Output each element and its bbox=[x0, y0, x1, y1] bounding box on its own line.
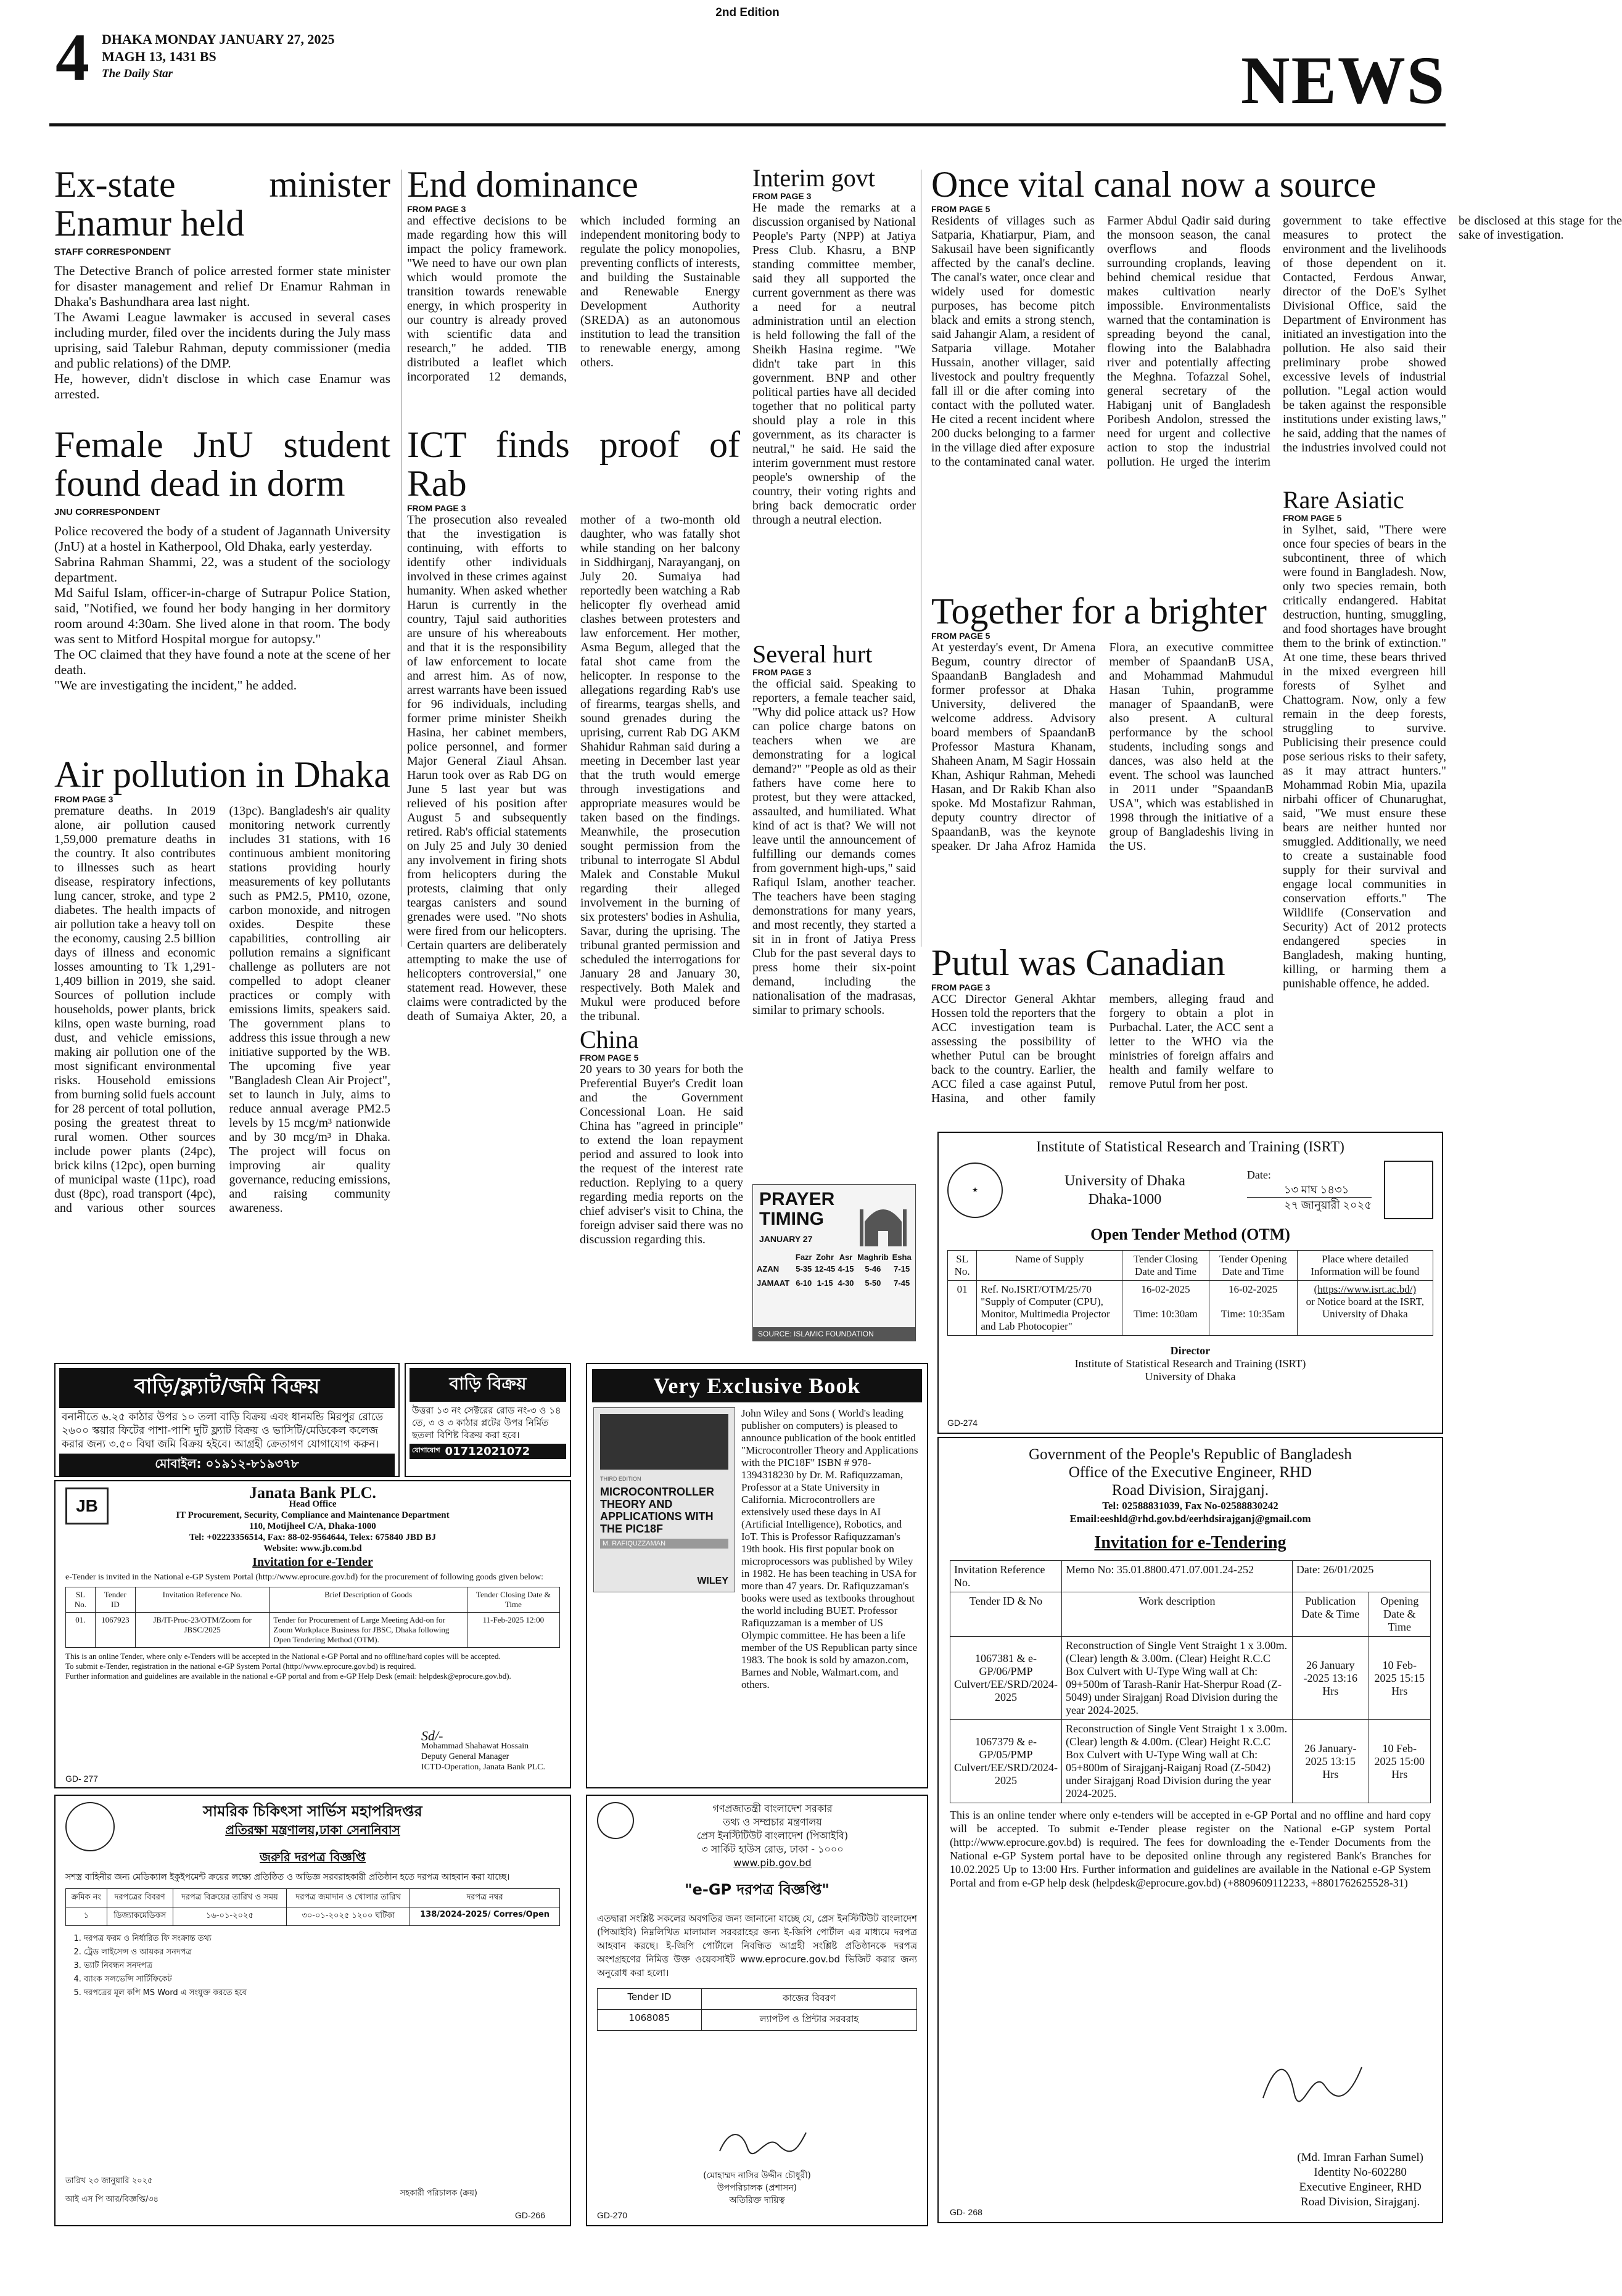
table-row bbox=[948, 1281, 1433, 1336]
isrt-table bbox=[947, 1250, 1433, 1336]
pib-ministry: তথ্য ও সম্প্রচার মন্ত্রণালয় bbox=[723, 1816, 822, 1828]
prayer-time: 7-45 bbox=[894, 1278, 910, 1288]
table-header: Name of Supply bbox=[977, 1251, 1122, 1281]
army-title: সামরিক চিকিৎসা সার্ভিস মহাপরিদপ্তর bbox=[203, 1803, 422, 1820]
book-cover-author: M. RAFIQUZZAMAN bbox=[600, 1539, 728, 1549]
article-brighter bbox=[931, 592, 1274, 854]
book-cover-title: MICROCONTROLLER THEORY AND APPLICATIONS WITH THE PIC18F bbox=[600, 1486, 714, 1535]
prayer-header: Fazr bbox=[795, 1253, 812, 1262]
article-text: At yesterday's event, Dr Amena Begum, country director of SpaandanB Bangladesh and former professor at Dhaka University, delivered the welcome address. Advisory board members of SpaandanB Professor Mastura Khanam, Shaheen Anam, M Sagir Hossain Khan, Ashiqur Rahman, Mehedi Hasan, and Dr Rakib Khan also spoke. Md Mostafizur Rahman, deputy country director of SpaandanB, was the keynote speaker. Dr Jaha Afroz Hamida Flora, an executive committee member of SpaandanB USA, and Mohammad Mahmudul Hasan Tuhin, programme manager of SpaandanB, were also present. A cultural performance by the school students, including songs and dances, was also held at the event. The school was launched in 2011 under "SpaandanB USA", which was established in 1998 through the initiative of a group of Bangladeshis living in the US. bbox=[931, 641, 1274, 853]
isrt-date-bn: ১৩ মাঘ ১৪৩১ bbox=[1247, 1182, 1372, 1198]
janata-signer-dept: ICTD-Operation, Janata Bank PLC. bbox=[421, 1763, 545, 1772]
pib-signer-title: উপপরিচালক (প্রশাসন) bbox=[717, 2183, 797, 2193]
janata-logo: JB bbox=[65, 1487, 109, 1524]
article-text: and effective decisions to be made regarding how this will impact the policy framework. "We need to have our own plan which would promote the transition towards renewable energy, in which prosperity in our country is already proved with scientific data and research," he added. TIB distributed a leaflet which incorporated 12 demands, which included forming an independent monitoring body to regulate the policy monopolies, preventing conflicts of interests, and building the Sustainable and Renewable Energy Development Authority (SREDA) as an autonomous institution to lead the transition to renewable energy, among others. bbox=[407, 214, 740, 384]
opening-date: 16-02-2025 bbox=[1229, 1283, 1278, 1295]
cell: Invitation Reference No. bbox=[950, 1561, 1062, 1592]
table-row bbox=[66, 1907, 560, 1926]
pib-text: এতদ্বারা সংশ্লিষ্ট সকলের অবগতির জন্য জানানো যাচ্ছে যে, প্রেস ইনস্টিটিউট বাংলাদেশ (পিআইবি) নিম্নলিখিত মালামাল সরবরাহের জন্য ই-জিপি পোর্টাল এর মাধ্যমে দরপত্র আহবান করছে। ই-জিপি পোর্টালে নিবন্ধিত আগ্রহী সংশ্লিষ্ট প্রতিষ্ঠানকে দরপত্র অংশগ্রহণের নিমিত্ত উক্ত ওয়েবসাইট www.eprocure.gov.bd ভিজিট করার জন্য অনুরোধ করা হলো। bbox=[597, 1913, 917, 1978]
article-interim bbox=[752, 165, 916, 527]
pib-address: ৩ সার্কিট হাউস রোড, ঢাকা - ১০০০ bbox=[701, 1843, 844, 1855]
rhd-division: Road Division, Sirajganj. bbox=[1111, 1482, 1269, 1499]
jump-line: FROM PAGE 5 bbox=[580, 1053, 639, 1063]
article-paragraph: The Awami League lawmaker is accused in several cases including murder, filed over the incidents during the July mass uprising, said Talebur Rahman, deputy commissioner (media and public relations) of the DMP. bbox=[54, 310, 390, 371]
ad-janata-bank bbox=[54, 1480, 571, 1788]
cell bbox=[1122, 1281, 1209, 1336]
pib-signer-extra: অতিরিক্ত দায়িত্ব bbox=[729, 2195, 785, 2205]
table-header: Tender ID bbox=[598, 1989, 702, 2010]
prayer-time: 7-15 bbox=[894, 1264, 910, 1273]
cell bbox=[1209, 1281, 1297, 1336]
prayer-header-row bbox=[757, 1253, 913, 1262]
prayer-row-label: JAMAAT bbox=[757, 1278, 790, 1288]
government-seal-icon bbox=[597, 1802, 634, 1839]
article-ict bbox=[407, 426, 740, 1024]
headline-brighter: Together for a brighter bbox=[931, 591, 1267, 632]
bari2-phone-label: যোগাযোগ bbox=[412, 1446, 440, 1454]
prayer-source: SOURCE: ISLAMIC FOUNDATION bbox=[753, 1327, 915, 1341]
headline-jnu: Female JnU student found dead in dorm bbox=[54, 424, 390, 504]
rhd-note: This is an online tender where only e-tenders will be accepted in e-GP Portal and no offline and hard copy will be accepted. To submit e-Tender please register on the National e-GP system Portal (http://www.eprocure.gov.bd) is required. The fees for downloading the e-Tender Documents from the National e-GP System portal have to be deposited online through any registered Bank's Branches for 10.02.2025 Up to 13:00 Hrs. Further information and guidelines are available in the National e-GP System Portal and from e-GP help desk (helpdesk@eprocure.gov.bd) (+8809609112233, +8801762625528-31) bbox=[950, 1809, 1431, 1889]
army-isp: আই এস পি আর/বিজ্ঞপ্তি/৩৪ bbox=[65, 2195, 159, 2204]
prayer-table bbox=[757, 1253, 913, 1290]
isrt-city: Dhaka-1000 bbox=[1088, 1191, 1162, 1208]
paper-logo: The Daily Star bbox=[102, 67, 173, 80]
janata-signer-title: Deputy General Manager bbox=[421, 1752, 509, 1761]
table-header: দরপত্র বিক্রয়ের তারিখ ও সময় bbox=[173, 1889, 287, 1907]
article-air bbox=[54, 755, 390, 1216]
cell: 1067923 bbox=[95, 1613, 135, 1648]
article-text: Residents of villages such as Satparia, Khatiarpur, Piam, and Sakusail have been significantly affected by the canal's decline. The canal's water, once clear and widely used for domestic purposes, has become pitch black and emits a strong stench, said Jahangir Alam, a resident of Satparia village. Motaher Hussain, another villager, said livestock and poultry frequently fall ill or die after coming into contact with the polluted water. He cited a recent incident where 200 ducks belonging to a farmer in the village died after exposure to the contaminated canal water. Farmer Abdul Qadir said during the monsoon season, the canal overflows and floods surrounding croplands, leaving behind chemical residue that makes cultivation nearly impossible. Environmentalists warned that the contamination is spreading beyond the canal, flowing into the Balabhadra river and potentially affecting the Meghna. Tofazzal Sohel, general secretary of the Habiganj unit of Bangladesh Poribesh Andolon, stressed the need for urgent and collective action to stop the industrial pollution. He urged the interim government to take effective measures to protect the environment and the livelihoods of those dependent on it. Contacted, Ferdous Anwar, director of the DoE's Sylhet Divisional Office, said the Department of Environment has initiated an investigation into the pollution. He also said their preliminary probe showed excessive levels of industrial pollution. "Legal action would be taken against the responsible institutions under existing laws," he said, adding that the names of the industries involved could not be disclosed at this stage for the sake of investigation. bbox=[931, 214, 1622, 469]
pib-web[interactable]: www.pib.gov.bd bbox=[733, 1857, 812, 1869]
ad-isrt bbox=[937, 1132, 1443, 1434]
list-item: 5. দরপত্রের মূল কপি MS Word এ সংযুক্ত করতে হবে bbox=[84, 1986, 560, 2000]
cell: 10 Feb-2025 15:00 Hrs bbox=[1369, 1720, 1430, 1803]
table-row bbox=[598, 2010, 917, 2031]
university-seal-icon: ★ bbox=[947, 1162, 1003, 1218]
jump-line: FROM PAGE 3 bbox=[931, 982, 990, 992]
headline-china: China bbox=[580, 1026, 639, 1053]
pib-title: "e-GP দরপত্র বিজ্ঞপ্তি" bbox=[685, 1881, 830, 1898]
table-header: Tender Closing Date & Time bbox=[467, 1587, 559, 1613]
pib-signer: (মোহাম্মদ নাসির উদ্দীন চৌধুরী) bbox=[703, 2171, 811, 2181]
article-paragraph: Sabrina Rahman Shammi, 22, was a student of the sociology department. bbox=[54, 554, 390, 585]
army-notice: জরুরি দরপত্র বিজ্ঞপ্তি bbox=[260, 1850, 366, 1864]
janata-tel: Tel: +02223356514, Fax: 88-02-9564644, Telex: 675840 JBD BJ bbox=[189, 1533, 437, 1542]
ad-pib bbox=[586, 1795, 928, 2226]
prayer-date: JANUARY 27 bbox=[759, 1234, 813, 1244]
pib-gov: গণপ্রজাতন্ত্রী বাংলাদেশ সরকার bbox=[712, 1803, 833, 1814]
headline-ict: ICT finds proof of Rab bbox=[407, 424, 740, 504]
janata-address: 110, Motijheel C/A, Dhaka-1000 bbox=[249, 1521, 376, 1531]
army-subtitle: প্রতিরক্ষা মন্ত্রণালয়,ঢাকা সেনানিবাস bbox=[225, 1822, 400, 1837]
prayer-header: Esha bbox=[892, 1253, 912, 1262]
table-header: SL No. bbox=[66, 1587, 96, 1613]
isrt-logo-icon bbox=[1384, 1161, 1433, 1219]
cell: 1068085 bbox=[598, 2010, 702, 2031]
ad-code: GD-266 bbox=[514, 2210, 545, 2220]
cell: JB/IT-Proc-23/OTM/Zoom for JBSC/2025 bbox=[135, 1613, 270, 1648]
prayer-title-1: PRAYER bbox=[759, 1189, 835, 1209]
prayer-header: Asr bbox=[839, 1253, 853, 1262]
cell: 138/2024-2025/ Corres/Open bbox=[410, 1907, 560, 1926]
list-item: 1. দরপত্র ফরম ও নির্ধারিত ফি সংক্রান্ত তথ্য bbox=[84, 1932, 560, 1946]
byline: STAFF CORRESPONDENT bbox=[54, 247, 171, 257]
cell: 01 bbox=[948, 1281, 977, 1336]
bari1-text: বনানীতে ৬.২৫ কাঠার উপর ১০ তলা বাড়ি বিক্রয় এবং ধানমন্ডি মিরপুর রোডে ২৬০০ স্কয়ার ফিটের পাশা-পাশি দুটি ফ্ল্যাট বিক্রয় ও ভাসিটি/মেডিকেল কলেজ করার জন্য ৩.৫০ বিঘা জমি বিক্রয় হইবে। আগ্রহী ক্রেতাগণ যোগাযোগ করুন। bbox=[62, 1411, 384, 1450]
headline-enamur: Ex-state minister Enamur held bbox=[54, 164, 390, 244]
date-line-1: DHAKA MONDAY JANUARY 27, 2025 bbox=[102, 31, 335, 47]
cell: ১৬-০১-২০২৫ bbox=[173, 1907, 287, 1926]
book-text: John Wiley and Sons ( World's leading publisher on computers) is pleased to announce publication of the book entitled "Microcontroller Theory and Applications with the PIC18F" ISBN # 978-1394318230 by Dr. M. Rafiquzzaman, Professor at a State University in California. Microcontrollers are extensively used these days in AI (Artificial Intelligence), Robotics, and IoT. This is Professor Rafiquzzaman's 19th book. His first popular book on microprocessors was published by Wiley in 1982. He has been teaching in USA for more than 47 years. Dr. Rafiquzzaman's books were used as textbooks throughout the world including BUET. Professor Rafiquzzaman is a member of US Olympic committee. He has been a life member of the US Republican party since 1983. The book is sold by amazon.com, Barnes and Noble, Walmart.com, and others. bbox=[741, 1407, 918, 1690]
cell: Reconstruction of Single Vent Straight 1 x 3.00m. (Clear) length & 4.00m. (Clear) Height R.C.C Box Culvert with U-Type Wing wall at Ch: 05+800m of Sirajganj-Raiganj Road (Z-5042) under Sirajganj Road Division during the year 2024-2025. bbox=[1062, 1720, 1293, 1803]
headline-putul: Putul was Canadian bbox=[931, 942, 1225, 983]
rhd-signer-title: Executive Engineer, RHD bbox=[1299, 2181, 1422, 2194]
ad-bari-2 bbox=[405, 1363, 571, 1477]
prayer-timing-box bbox=[752, 1184, 916, 1341]
isrt-signer-title: Director bbox=[1170, 1344, 1211, 1357]
opening-time: Time: 10:35am bbox=[1221, 1308, 1285, 1320]
ad-code: GD- 268 bbox=[950, 2207, 982, 2217]
article-china bbox=[580, 1027, 743, 1247]
table-header: Tender ID bbox=[95, 1587, 135, 1613]
table-header: দরপত্র নম্বর bbox=[410, 1889, 560, 1907]
rhd-signer-id: Identity No-602280 bbox=[1314, 2166, 1407, 2179]
jump-line: FROM PAGE 5 bbox=[931, 204, 990, 214]
prayer-time: 6-10 bbox=[796, 1278, 812, 1288]
signature-image bbox=[717, 2126, 809, 2157]
headline-end: End dominance bbox=[407, 164, 638, 205]
article-canal bbox=[931, 164, 1622, 473]
isrt-univ: University of Dhaka bbox=[1064, 1172, 1185, 1189]
prayer-header: Zohr bbox=[816, 1253, 834, 1262]
jump-line: FROM PAGE 5 bbox=[1283, 513, 1342, 523]
rhd-office: Office of the Executive Engineer, RHD bbox=[1068, 1464, 1312, 1481]
masthead-rule bbox=[49, 123, 1446, 126]
cell: 26 January -2025 13:16 Hrs bbox=[1292, 1637, 1369, 1720]
janata-name: Janata Bank PLC. bbox=[249, 1484, 376, 1502]
cell: ডিজ্যাকমেডিকস bbox=[107, 1907, 173, 1926]
rhd-title: Invitation for e-Tendering bbox=[1094, 1533, 1286, 1552]
article-asiatic bbox=[1283, 487, 1446, 991]
table-header: Opening Date & Time bbox=[1369, 1592, 1430, 1637]
article-paragraph: "We are investigating the incident," he added. bbox=[54, 678, 297, 693]
janata-title: Invitation for e-Tender bbox=[252, 1555, 373, 1569]
headline-air: Air pollution in Dhaka bbox=[54, 754, 390, 795]
janata-intro: e-Tender is invited in the National e-GP System Portal (http://www.eprocure.gov.bd) for the procurement of following goods given below: bbox=[65, 1573, 544, 1582]
closing-time: Time: 10:30am bbox=[1134, 1308, 1198, 1320]
article-jnu bbox=[54, 426, 390, 693]
janata-table bbox=[65, 1587, 560, 1648]
article-hurt bbox=[752, 641, 916, 1018]
bari2-phone: 01712021072 bbox=[445, 1445, 530, 1458]
page-number: 4 bbox=[56, 20, 89, 95]
article-paragraph: Md Saiful Islam, officer-in-charge of Sutrapur Police Station, said, "Notified, we found her body hanging in her dormitory room around 4:30am. She lived alone in that room. The body was sent to Mitford Hospital morgue for autopsy." bbox=[54, 585, 390, 646]
isrt-link[interactable]: (https://www.isrt.ac.bd/) bbox=[1314, 1283, 1417, 1295]
mosque-icon bbox=[858, 1191, 908, 1246]
headline-asiatic: Rare Asiatic bbox=[1283, 486, 1404, 514]
book-banner: Very Exclusive Book bbox=[592, 1369, 922, 1402]
rhd-table bbox=[950, 1560, 1431, 1803]
table-header: SL No. bbox=[948, 1251, 977, 1281]
army-date: তারিখ ২৩ জানুয়ারি ২০২৫ bbox=[65, 2176, 153, 2186]
article-paragraph: Police recovered the body of a student of Jagannath University (JnU) at a hostel in Katherpool, Old Dhaka, early yesterday. bbox=[54, 524, 390, 554]
table-header: Tender ID & No bbox=[950, 1592, 1062, 1637]
list-item: 2. ট্রেড লাইসেন্স ও আয়কর সনদপত্র bbox=[84, 1946, 560, 1959]
jump-line: FROM PAGE 3 bbox=[407, 503, 466, 513]
cell: 1067379 & e-GP/05/PMP Culvert/EE/SRD/2024-2025 bbox=[950, 1720, 1062, 1803]
ad-rhd bbox=[937, 1437, 1443, 2223]
ad-bari-1 bbox=[54, 1363, 400, 1477]
table-row bbox=[950, 1637, 1431, 1720]
headline-hurt: Several hurt bbox=[752, 640, 873, 668]
army-signer: সহকারী পরিচালক (ক্রয়) bbox=[400, 2189, 477, 2198]
isrt-title: Open Tender Method (OTM) bbox=[1090, 1225, 1290, 1243]
bari2-title: বাড়ি বিক্রয় bbox=[410, 1368, 566, 1402]
prayer-title-2: TIMING bbox=[759, 1209, 824, 1229]
article-text: 20 years to 30 years for both the Preferential Buyer's Credit loan and the Government Concessional Loan. He said China has "agreed in principle" to extend the loan repayment period and assured to look into the request of the interest rate reduction. Replying to a query regarding media reports on the chief adviser's visit to China, the foreign adviser said there was no discussion regarding this. bbox=[580, 1063, 743, 1246]
headline-interim: Interim govt bbox=[752, 164, 875, 192]
table-header: দরপত্রের বিবরণ bbox=[107, 1889, 173, 1907]
signature-image bbox=[1257, 2055, 1368, 2110]
jump-line: FROM PAGE 3 bbox=[407, 204, 466, 214]
article-text: He made the remarks at a discussion organised by National People's Party (NPP) at Jatiya Press Club. Khasru, a BNP standing committee member, said they all supported the current government as there was a need for a neutral administration until an election is held following the fall of the Sheikh Hasina regime. "We didn't take part in this government. BNP and other political parties have all decided together that no political party should play a role in this government, as its character is neutral," he said. He said the interim government must restore people's ownership of the country, their voting rights and bring back democratic order through a neutral election. bbox=[752, 201, 916, 527]
signature: Sd/- bbox=[421, 1728, 443, 1743]
cell: 1067381 & e-GP/06/PMP Culvert/EE/SRD/2024-2025 bbox=[950, 1637, 1062, 1720]
cell bbox=[1297, 1281, 1433, 1336]
table-header: Brief Description of Goods bbox=[270, 1587, 467, 1613]
list-item: 3. ভ্যাট নিবন্ধন সনদপত্র bbox=[84, 1959, 560, 1973]
cell: Date: 26/01/2025 bbox=[1292, 1561, 1430, 1592]
rhd-gov: Government of the People's Republic of Bangladesh bbox=[1029, 1446, 1352, 1463]
isrt-org: Institute of Statistical Research and Training (ISRT) bbox=[1036, 1139, 1344, 1155]
table-header: Publication Date & Time bbox=[1292, 1592, 1369, 1637]
cell: ল্যাপটপ ও প্রিন্টার সরবরাহ bbox=[701, 2010, 916, 2031]
date-line-2: MAGH 13, 1431 BS bbox=[102, 49, 216, 64]
bari1-title: বাড়ি/ফ্ল্যাট/জমি বিক্রয় bbox=[59, 1368, 395, 1408]
army-emblem-icon bbox=[65, 1802, 115, 1851]
cell: 26 January-2025 13:15 Hrs bbox=[1292, 1720, 1369, 1803]
army-table bbox=[65, 1888, 560, 1926]
article-text: in Sylhet, said, "There were once four species of bears in the subcontinent, three of which were found in Bangladesh. Now, only two species remain, both critically endangered. Habitat destruction, hunting, smuggling, and food shortages have brought them to the brink of extinction." At one time, these bears thrived in the mixed evergreen hill forests of Sylhet and Chattogram. Now, only a few remain in the deep forests, struggling to survive. Publicising their presence could pose serious risks to their safety, as it may attract hunters." Mohammad Robin Mia, upazila nirbahi officer of Chunarughat, said, "We must ensure these bears are neither hunted nor smuggled. Additionally, we need to create a sustainable food supply for their survival and engage local communities in conservation efforts." The Wildlife (Conservation and Security) Act of 2012 protects endangered species in Bangladesh, making hunting, killing, or harming them a punishable offence, he added. bbox=[1283, 523, 1446, 990]
prayer-header: Maghrib bbox=[857, 1253, 889, 1262]
ad-code: GD-270 bbox=[597, 2210, 628, 2220]
publisher-logo: WILEY bbox=[697, 1576, 728, 1586]
isrt-date-label: Date: bbox=[1246, 1169, 1271, 1181]
headline-canal: Once vital canal now a source bbox=[931, 164, 1377, 205]
cell: Ref. No.ISRT/OTM/25/70 "Supply of Computer (CPU), Monitor, Multimedia Projector and Lab Photocopier" bbox=[977, 1281, 1122, 1336]
rhd-signer: (Md. Imran Farhan Sumel) bbox=[1297, 2151, 1423, 2164]
bari2-text: উত্তরা ১৩ নং সেক্টরের রোড নং-৩ ও ১৪ তে, ৩ ও ৩ কাঠার প্লটের উপর নির্মিত ছতলা বিশিষ্ট বিক্রয় করা হবে। bbox=[412, 1405, 561, 1441]
prayer-time: 5-50 bbox=[865, 1278, 881, 1288]
ad-army-medical bbox=[54, 1795, 571, 2226]
janata-note: Further information and guidelines are available in the national e-GP portal and from e-GP Help Desk (email: helpdesk@eprocure.gov.bd). bbox=[65, 1671, 511, 1681]
cell: 11-Feb-2025 12:00 bbox=[467, 1613, 559, 1648]
table-header: Tender Opening Date and Time bbox=[1209, 1251, 1297, 1281]
prayer-row bbox=[757, 1276, 913, 1290]
isrt-signer-org: Institute of Statistical Research and Training (ISRT) bbox=[1074, 1357, 1306, 1370]
cell: 10 Feb-2025 15:15 Hrs bbox=[1369, 1637, 1430, 1720]
article-putul bbox=[931, 944, 1274, 1106]
jump-line: FROM PAGE 5 bbox=[931, 631, 990, 641]
ad-book bbox=[586, 1363, 928, 1788]
janata-web: Website: www.jb.com.bd bbox=[263, 1544, 362, 1553]
table-header: দরপত্র জমাদান ও খোলার তারিখ bbox=[287, 1889, 410, 1907]
table-header: Invitation Reference No. bbox=[135, 1587, 270, 1613]
rhd-tel: Tel: 02588831039, Fax No-02588830242 bbox=[1102, 1500, 1278, 1512]
table-header: Tender Closing Date and Time bbox=[1122, 1251, 1209, 1281]
prayer-time: 4-30 bbox=[838, 1278, 854, 1288]
table-header: Work description bbox=[1062, 1592, 1293, 1637]
cell: 01. bbox=[66, 1613, 96, 1648]
byline: JNU CORRESPONDENT bbox=[54, 507, 160, 517]
closing-date: 16-02-2025 bbox=[1141, 1283, 1190, 1295]
prayer-title bbox=[759, 1190, 834, 1229]
jump-line: FROM PAGE 3 bbox=[54, 794, 113, 804]
cell: Reconstruction of Single Vent Straight 1 x 3.00m. (Clear) length & 3.00m. (Clear) Height R.C.C Box Culvert with U-Type Wing wall at Ch: 09+500m of Tarash-Ranir Hat-Sherpur Road (Z-5049) under Sirajganj Road Division during the year 2024-2025. bbox=[1062, 1637, 1293, 1720]
cell: ৩০-০১-২০২৫ ১২০০ ঘটিকা bbox=[287, 1907, 410, 1926]
cell: Memo No: 35.01.8800.471.07.001.24-252 bbox=[1062, 1561, 1293, 1592]
pib-org: প্রেস ইনস্টিটিউট বাংলাদেশ (পিআইবি) bbox=[696, 1830, 849, 1841]
prayer-time: 5-35 bbox=[796, 1264, 812, 1273]
ad-code: GD-274 bbox=[947, 1418, 978, 1428]
article-enamur bbox=[54, 165, 390, 402]
prayer-time: 12-45 bbox=[814, 1264, 836, 1273]
prayer-row-label: AZAN bbox=[757, 1264, 780, 1273]
pib-table bbox=[597, 1988, 917, 2031]
janata-signer: Mohammad Shahawat Hossain bbox=[421, 1742, 529, 1751]
isrt-signer-org-2: University of Dhaka bbox=[1145, 1370, 1236, 1383]
cell: Tender for Procurement of Large Meeting Add-on for Zoom Workplace Business for JBSC, Dhaka following Open Tendering Method (OTM). bbox=[270, 1613, 467, 1648]
prayer-time: 5-46 bbox=[865, 1264, 881, 1273]
article-text: the official said. Speaking to reporters, a female teacher said, "Why did police attack us? How can police charge batons on teachers when we are demonstrating for a logical demand?" "People as old as their fathers have come here to protest, but they were attacked, assaulted, and humiliated. What kind of act is that? We will not leave until the announcement of fulfilling our demands comes from government high-ups," said Rafiqul Islam, another teacher. The teachers have been staging demonstrations for many years, and most recently, they started a sit in in front of Jatiya Press Club for the past several days to press home their six-point demand, including the nationalisation of the madrasas, similar to primary schools. bbox=[752, 677, 916, 1017]
army-p1: সশস্ত্র বাহিনীর জন্য মেডিক্যাল ইকুইপমেন্ট ক্রয়ের লক্ষ্যে প্রতিষ্ঠিত ও অভিজ্ঞ সরবরাহকারী প্রতিষ্ঠান হতে দরপত্র আহবান করা যাচ্ছে। bbox=[65, 1872, 510, 1882]
article-paragraph: The OC claimed that they have found a note at the scene of her death. bbox=[54, 647, 390, 677]
prayer-time: 4-15 bbox=[838, 1264, 854, 1273]
dateline bbox=[102, 31, 335, 83]
section-title: NEWS bbox=[1241, 43, 1446, 118]
article-paragraph: He, however, didn't disclose in which case Enamur was arrested. bbox=[54, 371, 390, 401]
book-edition: THIRD EDITION bbox=[600, 1476, 641, 1482]
article-text: premature deaths. In 2019 alone, air pollution caused 1,59,000 premature deaths in the country. It also contributes to illnesses such as heart disease, respiratory infections, lung cancer, stroke, and type 2 diabetes. The health impacts of air pollution take a heavy toll on the economy, causing 2.5 billion days of illness and economic losses amounting to Tk 1,291-1,409 billion in 2019, she said. Sources of pollution include households, power plants, brick kilns, open waste burning, road dust, and vehicle emissions, making air pollution one of the most significant environmental risks. Household emissions from burning solid fuels account for 28 percent of total pollution, posing the greatest threat to rural women. Other sources include power plants (24pc), brick kilns (12pc), open burning of municipal waste (11pc), road dust (8pc), road transport (4pc), and various other sources (13pc). Bangladesh's air quality monitoring network currently includes 31 stations, with 16 continuous ambient monitoring stations providing hourly measurements of key pollutants such as PM2.5, PM10, ozone, carbon monoxide, and nitrogen oxides. Despite these capabilities, controlling air pollution remains a significant challenge as polluters are not compelled to adopt cleaner practices or comply with emissions limits, speakers said. The government plans to address this issue through a new initiative supported by the WB. The upcoming five year "Bangladesh Clean Air Project", set to launch in July, aims to reduce annual average PM2.5 levels by 15 mcg/m³ nationwide and by 30 mcg/m³ in Dhaka. The project will focus on improving air quality governance, reducing emissions, and raising community awareness. bbox=[54, 804, 390, 1215]
table-row bbox=[950, 1720, 1431, 1803]
janata-note: To submit e-Tender, registration in the national e-GP System Portal (http://www.eprocure.gov.bd) is required. bbox=[65, 1661, 416, 1671]
table-row bbox=[66, 1613, 560, 1648]
prayer-time: 1-15 bbox=[817, 1278, 833, 1288]
janata-office: Head Office bbox=[289, 1499, 337, 1509]
jump-line: FROM PAGE 3 bbox=[752, 191, 812, 201]
bari1-phone: মোবাইল: ০১৯১২-৮১৯৩৭৮ bbox=[59, 1454, 395, 1476]
isrt-date-bn-2: ২৭ জানুয়ারী ২০২৫ bbox=[1283, 1199, 1372, 1211]
rhd-email: Email:eeshld@rhd.gov.bd/eerhdsirajganj@gmail.com bbox=[1069, 1513, 1311, 1524]
list-item: 4. ব্যাংক সলভেন্সি সার্টিফিকেট bbox=[84, 1973, 560, 1986]
article-text: The prosecution also revealed that the investigation is continuing, with efforts to identify other individuals involved in these crimes against humanity. When asked whether Harun is currently in the country, Tajul said authorities are unsure of his whereabouts and that it is the responsibility of law enforcement to locate and arrest him. As of now, arrest warrants have been issued for 96 individuals, including former prime minister Sheikh Hasina, her cabinet members, police personnel, and former Major General Ziaul Ahsan. Harun took over as Rab DG on June 5 last year but was relieved of his position after August 5 and subsequently retired. Rab's official statements on July 25 and July 30 denied any involvement in firing shots from helicopters during the protests, claiming that only teargas canisters and sound grenades were used. "No shots were fired from our helicopters. Certain quarters are deliberately attempting to make the use of helicopters controversial," one statement read. However, these claims were contradicted by the death of Sumaiya Akter, 20, a mother of a two-month old daughter, who was fatally shot while standing on her balcony in Siddhirganj, Narayanganj, on July 20. Sumaiya had reportedly been watching a Rab helicopter fly overhead amid clashes between protesters and law enforcement. Her mother, Asma Begum, alleged that the fatal shot came from the helicopter. In response to the allegations regarding Rab's use of firearms, teargas shells, and sound grenades during the uprising, current Rab DG AKM Shahidur Rahman said during a meeting in December last year that the truth would emerge through investigations and appropriate measures would be taken based on the findings. Meanwhile, the prosecution sought permission from the tribunal to interrogate Sl Abdul Malek and Constable Mukul regarding their alleged involvement in the burning of six protesters' bodies in Ashulia, Savar, during the uprising. The tribunal granted permission and scheduled the interrogations for January 28 and January 30, respectively. Both Malek and Mukul were produced before the tribunal. bbox=[407, 513, 740, 1023]
jump-line: FROM PAGE 3 bbox=[752, 667, 812, 677]
ad-code: GD- 277 bbox=[65, 1774, 98, 1784]
place-note: or Notice board at the ISRT, University of Dhaka bbox=[1306, 1296, 1424, 1320]
edition-label: 2nd Edition bbox=[715, 6, 780, 19]
table-header: ক্রমিক নং bbox=[66, 1889, 107, 1907]
janata-division: IT Procurement, Security, Compliance and Maintenance Department bbox=[176, 1510, 450, 1520]
table-header: Place where detailed Information will be found bbox=[1297, 1251, 1433, 1281]
article-paragraph: The Detective Branch of police arrested former state minister for disaster management and relief Dr Enamur Rahman in Dhaka's Bashundhara area last night. bbox=[54, 263, 390, 309]
cell: ১ bbox=[66, 1907, 107, 1926]
table-header: কাজের বিবরণ bbox=[701, 1989, 916, 2010]
article-end bbox=[407, 165, 740, 384]
article-text: ACC Director General Akhtar Hossen told the reporters that the ACC investigation team is assessing the possibility of whether Putul can be brought back to the country. Earlier, the ACC filed a case against Putul, Hasina, and other family members, alleging fraud and forgery to obtain a plot in Purbachal. Later, the ACC sent a letter to the WHO via the ministries of foreign affairs and health and family welfare to remove Putul from her post. bbox=[931, 992, 1274, 1105]
janata-note: This is an online Tender, where only e-Tenders will be accepted in the National e-GP Portal and no offline/hard copies will be accepted. bbox=[65, 1652, 501, 1661]
rhd-signer-div: Road Division, Sirajganj. bbox=[1301, 2195, 1420, 2208]
prayer-row bbox=[757, 1262, 913, 1276]
